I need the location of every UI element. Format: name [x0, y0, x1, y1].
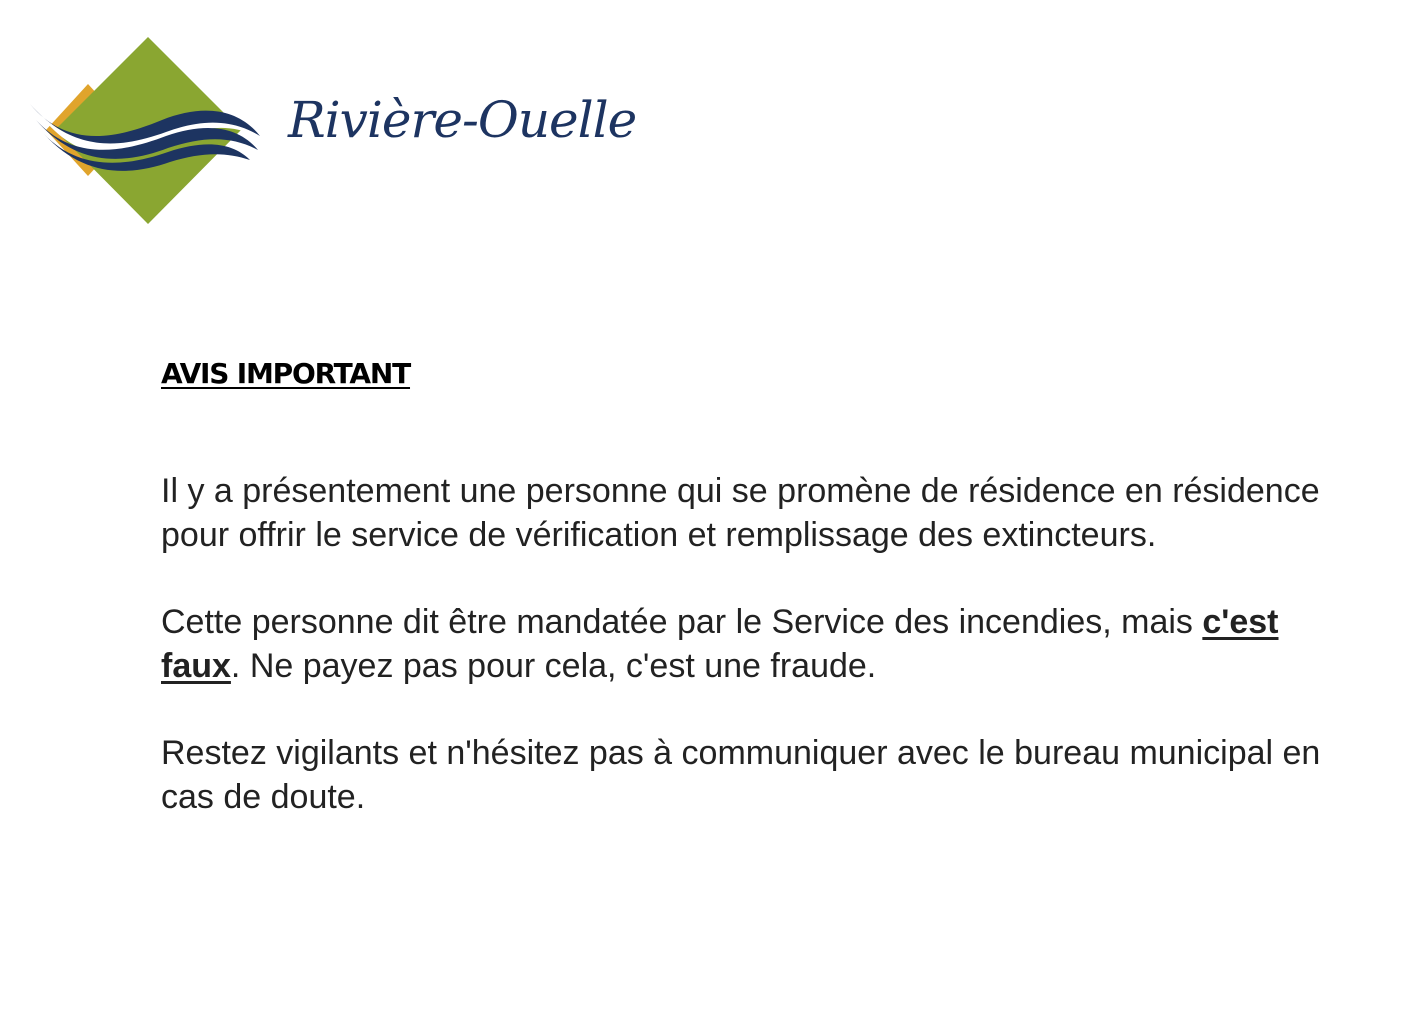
fraud-emphasis: c'est faux — [161, 603, 1279, 685]
notice-paragraph-1: Il y a présentement une personne qui se promène de résidence en résidence pour offrir le service de vérification et remplissage des extincteurs. — [161, 472, 1320, 554]
logo-emblem-icon — [26, 34, 266, 228]
logo-wordmark: Rivière-Ouelle — [288, 91, 637, 149]
notice-paragraph-3: Restez vigilants et n'hésitez pas à communiquer avec le bureau municipal en cas de doute. — [161, 734, 1321, 816]
notice-paragraph-2 — [161, 601, 1341, 688]
paragraph-2-text-end: . Ne payez pas pour cela, c'est une fraude. — [230, 646, 877, 685]
notice-body — [161, 470, 1341, 863]
paragraph-2-text-start: Cette personne dit être mandatée par le Service des incendies, mais — [161, 603, 1203, 641]
municipal-logo — [26, 34, 686, 228]
notice-heading: AVIS IMPORTANT — [161, 357, 411, 390]
